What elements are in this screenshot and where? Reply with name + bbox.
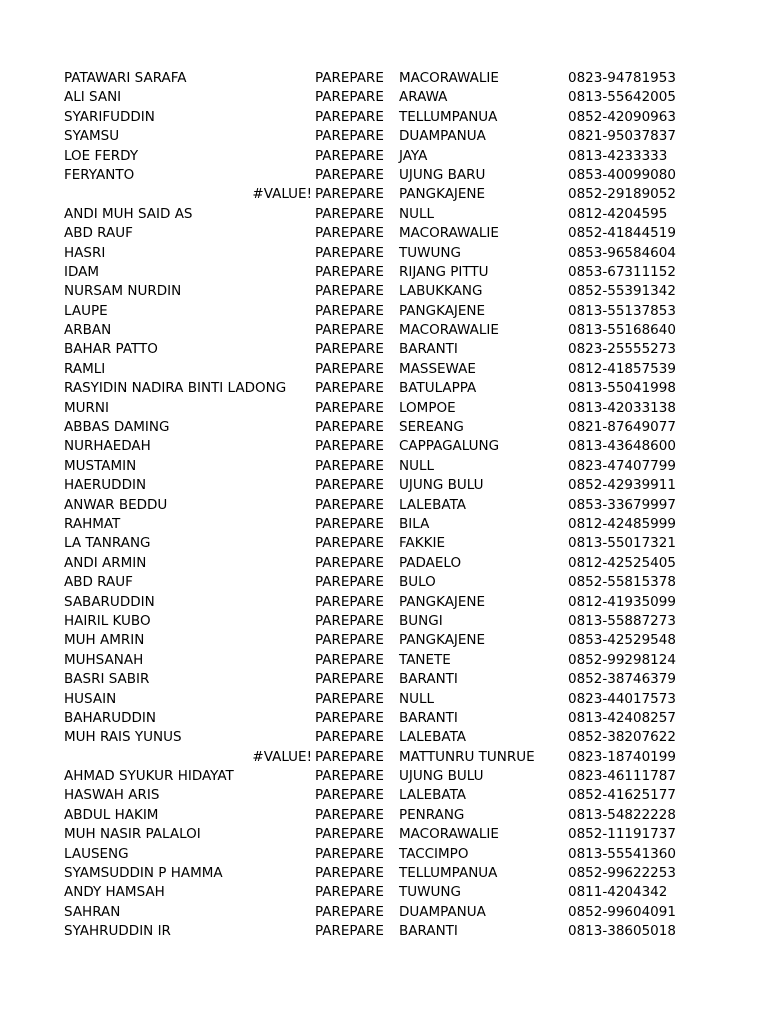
name-cell: ABDUL HAKIM bbox=[64, 806, 159, 823]
name-cell: BAHAR PATTO bbox=[64, 341, 158, 358]
name-cell: MUHSANAH bbox=[64, 651, 144, 668]
area-cell: TELLUMPANUA bbox=[399, 108, 498, 125]
city-cell: PAREPARE bbox=[315, 166, 384, 183]
name-cell: RAMLI bbox=[64, 360, 106, 377]
name-cell: SYAMSUDDIN P HAMMA bbox=[64, 865, 223, 882]
table-row bbox=[64, 631, 704, 650]
city-cell: PAREPARE bbox=[315, 748, 384, 765]
area-cell: LALEBATA bbox=[399, 729, 466, 746]
phone-cell: 0853-40099080 bbox=[568, 166, 676, 183]
table-row bbox=[64, 534, 704, 553]
phone-cell: 0853-42529548 bbox=[568, 632, 676, 649]
area-cell: PANGKAJENE bbox=[399, 302, 486, 319]
phone-cell: 0852-41625177 bbox=[568, 787, 676, 804]
city-cell: PAREPARE bbox=[315, 147, 384, 164]
city-cell: PAREPARE bbox=[315, 457, 384, 474]
area-cell: BARANTI bbox=[399, 923, 458, 940]
table-row bbox=[64, 185, 704, 204]
name-cell: ABD RAUF bbox=[64, 574, 133, 591]
phone-cell: 0821-87649077 bbox=[568, 419, 676, 436]
area-cell: BARANTI bbox=[399, 709, 458, 726]
table-row bbox=[64, 88, 704, 107]
phone-cell: 0812-42485999 bbox=[568, 515, 676, 532]
area-cell: UJUNG BULU bbox=[399, 768, 484, 785]
area-cell: SEREANG bbox=[399, 419, 464, 436]
city-cell: PAREPARE bbox=[315, 302, 384, 319]
table-row bbox=[64, 360, 704, 379]
phone-cell: 0852-99604091 bbox=[568, 903, 676, 920]
name-cell: ANDI MUH SAID AS bbox=[64, 205, 193, 222]
table-row bbox=[64, 748, 704, 767]
table-row bbox=[64, 903, 704, 922]
city-cell: PAREPARE bbox=[315, 729, 384, 746]
city-cell: PAREPARE bbox=[315, 205, 384, 222]
area-cell: UJUNG BARU bbox=[399, 166, 486, 183]
name-cell: HASWAH ARIS bbox=[64, 787, 160, 804]
phone-cell: 0852-99622253 bbox=[568, 865, 676, 882]
phone-cell: 0852-38207622 bbox=[568, 729, 676, 746]
area-cell: BUNGI bbox=[399, 612, 443, 629]
table-row bbox=[64, 205, 704, 224]
city-cell: PAREPARE bbox=[315, 923, 384, 940]
city-cell: PAREPARE bbox=[315, 826, 384, 843]
phone-cell: 0811-4204342 bbox=[568, 884, 668, 901]
table-row bbox=[64, 845, 704, 864]
name-cell: ANWAR BEDDU bbox=[64, 496, 168, 513]
city-cell: PAREPARE bbox=[315, 651, 384, 668]
area-cell: BATULAPPA bbox=[399, 380, 477, 397]
name-cell: LAUSENG bbox=[64, 845, 129, 862]
phone-cell: 0813-55168640 bbox=[568, 322, 676, 339]
table-row bbox=[64, 263, 704, 282]
area-cell: PADAELO bbox=[399, 554, 462, 571]
city-cell: PAREPARE bbox=[315, 903, 384, 920]
name-cell: SYARIFUDDIN bbox=[64, 108, 155, 125]
table-row bbox=[64, 612, 704, 631]
phone-cell: 0813-42408257 bbox=[568, 709, 676, 726]
name-cell: RAHMAT bbox=[64, 515, 121, 532]
city-cell: PAREPARE bbox=[315, 845, 384, 862]
phone-cell: 0852-29189052 bbox=[568, 186, 676, 203]
phone-cell: 0852-42939911 bbox=[568, 477, 676, 494]
table-row bbox=[64, 709, 704, 728]
contact-table bbox=[64, 69, 704, 942]
name-cell: SYAMSU bbox=[64, 128, 120, 145]
area-cell: MASSEWAE bbox=[399, 360, 476, 377]
area-cell: RIJANG PITTU bbox=[399, 263, 489, 280]
area-cell: BARANTI bbox=[399, 671, 458, 688]
table-row bbox=[64, 554, 704, 573]
phone-cell: 0823-47407799 bbox=[568, 457, 676, 474]
name-cell: #VALUE! bbox=[252, 186, 312, 203]
name-cell: NURSAM NURDIN bbox=[64, 283, 182, 300]
area-cell: ARAWA bbox=[399, 89, 448, 106]
name-cell: NURHAEDAH bbox=[64, 438, 151, 455]
phone-cell: 0813-38605018 bbox=[568, 923, 676, 940]
area-cell: DUAMPANUA bbox=[399, 903, 486, 920]
table-row bbox=[64, 728, 704, 747]
phone-cell: 0812-41857539 bbox=[568, 360, 676, 377]
city-cell: PAREPARE bbox=[315, 477, 384, 494]
city-cell: PAREPARE bbox=[315, 671, 384, 688]
phone-cell: 0813-54822228 bbox=[568, 806, 676, 823]
table-row bbox=[64, 496, 704, 515]
area-cell: MACORAWALIE bbox=[399, 70, 499, 86]
city-cell: PAREPARE bbox=[315, 419, 384, 436]
table-row bbox=[64, 883, 704, 902]
city-cell: PAREPARE bbox=[315, 438, 384, 455]
table-row bbox=[64, 922, 704, 941]
table-row bbox=[64, 69, 704, 88]
name-cell: ARBAN bbox=[64, 322, 112, 339]
city-cell: PAREPARE bbox=[315, 360, 384, 377]
phone-cell: 0852-38746379 bbox=[568, 671, 676, 688]
table-row bbox=[64, 651, 704, 670]
city-cell: PAREPARE bbox=[315, 709, 384, 726]
city-cell: PAREPARE bbox=[315, 554, 384, 571]
table-row bbox=[64, 515, 704, 534]
city-cell: PAREPARE bbox=[315, 128, 384, 145]
table-row bbox=[64, 573, 704, 592]
city-cell: PAREPARE bbox=[315, 787, 384, 804]
name-cell: ALI SANI bbox=[64, 89, 122, 106]
name-cell: HAERUDDIN bbox=[64, 477, 147, 494]
name-cell: BAHARUDDIN bbox=[64, 709, 157, 726]
table-row bbox=[64, 806, 704, 825]
name-cell: MUSTAMIN bbox=[64, 457, 137, 474]
table-row bbox=[64, 864, 704, 883]
area-cell: PANGKAJENE bbox=[399, 593, 486, 610]
name-cell: RASYIDIN NADIRA BINTI LADONG bbox=[64, 380, 287, 397]
city-cell: PAREPARE bbox=[315, 515, 384, 532]
city-cell: PAREPARE bbox=[315, 89, 384, 106]
name-cell: PATAWARI SARAFA bbox=[64, 70, 187, 86]
table-row bbox=[64, 825, 704, 844]
area-cell: UJUNG BULU bbox=[399, 477, 484, 494]
table-row bbox=[64, 321, 704, 340]
area-cell: DUAMPANUA bbox=[399, 128, 486, 145]
phone-cell: 0853-96584604 bbox=[568, 244, 676, 261]
phone-cell: 0813-4233333 bbox=[568, 147, 668, 164]
table-row bbox=[64, 593, 704, 612]
city-cell: PAREPARE bbox=[315, 632, 384, 649]
name-cell: #VALUE! bbox=[252, 748, 312, 765]
city-cell: PAREPARE bbox=[315, 884, 384, 901]
phone-cell: 0852-11191737 bbox=[568, 826, 676, 843]
area-cell: NULL bbox=[399, 205, 435, 222]
name-cell: SAHRAN bbox=[64, 903, 121, 920]
area-cell: BARANTI bbox=[399, 341, 458, 358]
table-row bbox=[64, 108, 704, 127]
name-cell: FERYANTO bbox=[64, 166, 135, 183]
table-row bbox=[64, 127, 704, 146]
area-cell: LALEBATA bbox=[399, 787, 466, 804]
table-row bbox=[64, 282, 704, 301]
area-cell: LOMPOE bbox=[399, 399, 456, 416]
area-cell: PANGKAJENE bbox=[399, 632, 486, 649]
city-cell: PAREPARE bbox=[315, 496, 384, 513]
table-row bbox=[64, 457, 704, 476]
area-cell: PENRANG bbox=[399, 806, 465, 823]
city-cell: PAREPARE bbox=[315, 768, 384, 785]
table-row bbox=[64, 147, 704, 166]
area-cell: TANETE bbox=[399, 651, 451, 668]
phone-cell: 0813-55642005 bbox=[568, 89, 676, 106]
city-cell: PAREPARE bbox=[315, 380, 384, 397]
name-cell: SYAHRUDDIN IR bbox=[64, 923, 171, 940]
phone-cell: 0813-42033138 bbox=[568, 399, 676, 416]
city-cell: PAREPARE bbox=[315, 612, 384, 629]
area-cell: NULL bbox=[399, 457, 435, 474]
name-cell: MUH NASIR PALALOI bbox=[64, 826, 201, 843]
table-row bbox=[64, 670, 704, 689]
area-cell: JAYA bbox=[399, 147, 428, 164]
area-cell: MATTUNRU TUNRUE bbox=[399, 748, 535, 765]
phone-cell: 0813-55137853 bbox=[568, 302, 676, 319]
table-row bbox=[64, 244, 704, 263]
name-cell: MUH AMRIN bbox=[64, 632, 145, 649]
city-cell: PAREPARE bbox=[315, 70, 384, 86]
city-cell: PAREPARE bbox=[315, 244, 384, 261]
phone-cell: 0852-41844519 bbox=[568, 225, 676, 242]
table-row bbox=[64, 767, 704, 786]
phone-cell: 0852-99298124 bbox=[568, 651, 676, 668]
area-cell: TUWUNG bbox=[399, 244, 461, 261]
area-cell: LALEBATA bbox=[399, 496, 466, 513]
phone-cell: 0823-94781953 bbox=[568, 70, 676, 86]
name-cell: BASRI SABIR bbox=[64, 671, 150, 688]
phone-cell: 0812-4204595 bbox=[568, 205, 668, 222]
area-cell: MACORAWALIE bbox=[399, 826, 499, 843]
city-cell: PAREPARE bbox=[315, 225, 384, 242]
name-cell: ABD RAUF bbox=[64, 225, 133, 242]
area-cell: BULO bbox=[399, 574, 436, 591]
name-cell: LAUPE bbox=[64, 302, 108, 319]
area-cell: TUWUNG bbox=[399, 884, 461, 901]
city-cell: PAREPARE bbox=[315, 535, 384, 552]
phone-cell: 0853-67311152 bbox=[568, 263, 676, 280]
table-row bbox=[64, 379, 704, 398]
city-cell: PAREPARE bbox=[315, 690, 384, 707]
table-row bbox=[64, 690, 704, 709]
city-cell: PAREPARE bbox=[315, 322, 384, 339]
name-cell: LA TANRANG bbox=[64, 535, 151, 552]
phone-cell: 0823-18740199 bbox=[568, 748, 676, 765]
table-row bbox=[64, 166, 704, 185]
table-row bbox=[64, 418, 704, 437]
name-cell: LOE FERDY bbox=[64, 147, 139, 164]
phone-cell: 0852-55391342 bbox=[568, 283, 676, 300]
city-cell: PAREPARE bbox=[315, 186, 384, 203]
area-cell: NULL bbox=[399, 690, 435, 707]
name-cell: ABBAS DAMING bbox=[64, 419, 170, 436]
phone-cell: 0813-55887273 bbox=[568, 612, 676, 629]
area-cell: MACORAWALIE bbox=[399, 322, 499, 339]
name-cell: SABARUDDIN bbox=[64, 593, 155, 610]
area-cell: PANGKAJENE bbox=[399, 186, 486, 203]
city-cell: PAREPARE bbox=[315, 108, 384, 125]
city-cell: PAREPARE bbox=[315, 283, 384, 300]
phone-cell: 0823-46111787 bbox=[568, 768, 676, 785]
city-cell: PAREPARE bbox=[315, 593, 384, 610]
phone-cell: 0852-42090963 bbox=[568, 108, 676, 125]
area-cell: TELLUMPANUA bbox=[399, 865, 498, 882]
city-cell: PAREPARE bbox=[315, 806, 384, 823]
phone-cell: 0813-43648600 bbox=[568, 438, 676, 455]
phone-cell: 0852-55815378 bbox=[568, 574, 676, 591]
name-cell: HUSAIN bbox=[64, 690, 117, 707]
city-cell: PAREPARE bbox=[315, 263, 384, 280]
table-row bbox=[64, 340, 704, 359]
city-cell: PAREPARE bbox=[315, 574, 384, 591]
phone-cell: 0812-41935099 bbox=[568, 593, 676, 610]
table-row bbox=[64, 437, 704, 456]
city-cell: PAREPARE bbox=[315, 399, 384, 416]
phone-cell: 0823-25555273 bbox=[568, 341, 676, 358]
area-cell: CAPPAGALUNG bbox=[399, 438, 500, 455]
name-cell: IDAM bbox=[64, 263, 100, 280]
name-cell: ANDY HAMSAH bbox=[64, 884, 165, 901]
phone-cell: 0813-55017321 bbox=[568, 535, 676, 552]
area-cell: TACCIMPO bbox=[399, 845, 469, 862]
table-row bbox=[64, 399, 704, 418]
name-cell: ANDI ARMIN bbox=[64, 554, 147, 571]
phone-cell: 0813-55041998 bbox=[568, 380, 676, 397]
table-row bbox=[64, 302, 704, 321]
area-cell: MACORAWALIE bbox=[399, 225, 499, 242]
name-cell: HAIRIL KUBO bbox=[64, 612, 151, 629]
table-row bbox=[64, 224, 704, 243]
area-cell: LABUKKANG bbox=[399, 283, 483, 300]
phone-cell: 0812-42525405 bbox=[568, 554, 676, 571]
phone-cell: 0821-95037837 bbox=[568, 128, 676, 145]
name-cell: AHMAD SYUKUR HIDAYAT bbox=[64, 768, 234, 785]
area-cell: FAKKIE bbox=[399, 535, 445, 552]
name-cell: MURNI bbox=[64, 399, 109, 416]
table-row bbox=[64, 786, 704, 805]
city-cell: PAREPARE bbox=[315, 341, 384, 358]
name-cell: MUH RAIS YUNUS bbox=[64, 729, 182, 746]
city-cell: PAREPARE bbox=[315, 865, 384, 882]
phone-cell: 0853-33679997 bbox=[568, 496, 676, 513]
phone-cell: 0823-44017573 bbox=[568, 690, 676, 707]
name-cell: HASRI bbox=[64, 244, 106, 261]
area-cell: BILA bbox=[399, 515, 430, 532]
table-row bbox=[64, 476, 704, 495]
phone-cell: 0813-55541360 bbox=[568, 845, 676, 862]
